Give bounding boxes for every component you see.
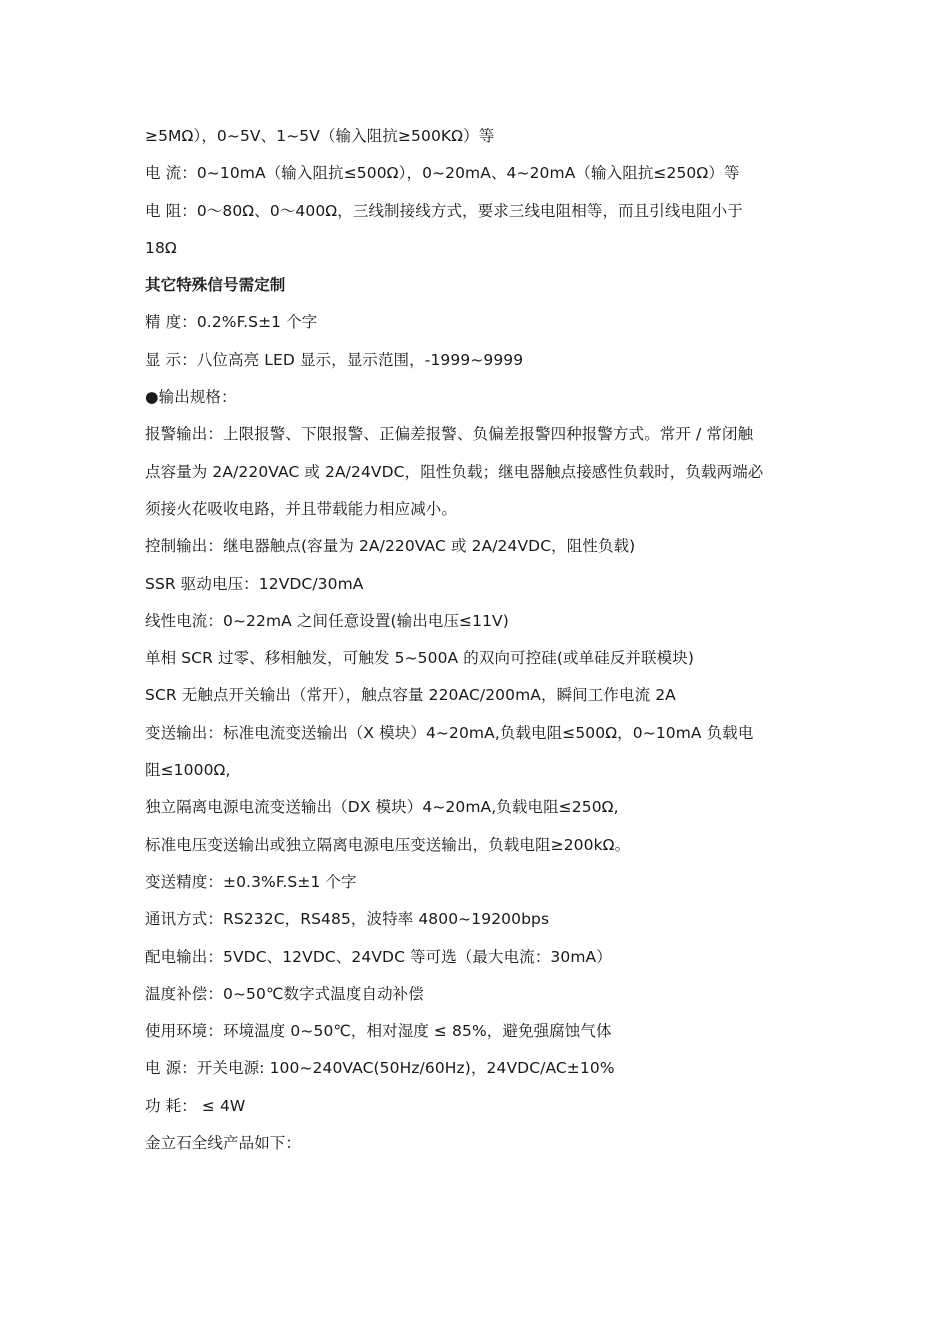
text-line: 温度补偿：0~50℃数字式温度自动补偿	[145, 984, 424, 1003]
text-line: 变送精度：±0.3%F.S±1 个字	[145, 872, 357, 891]
text-line: 电 流：0~10mA（输入阻抗≤500Ω），0~20mA、4~20mA（输入阻抗≤250Ω）等	[145, 164, 740, 183]
document-page	[145, 118, 815, 1162]
text-line: 变送输出：标准电流变送输出（X 模块）4~20mA,负载电阻≤500Ω，0~10mA 负载电	[145, 723, 754, 742]
text-line: 显 示：八位高亮 LED 显示，显示范围，-1999~9999	[145, 350, 524, 369]
text-line: 单相 SCR 过零、移相触发，可触发 5~500A 的双向可控硅(或单硅反并联模块)	[145, 649, 694, 668]
text-line: 阻≤1000Ω,	[145, 761, 231, 780]
text-line: 使用环境：环境温度 0~50℃，相对湿度 ≤ 85%，避免强腐蚀气体	[145, 1022, 612, 1041]
text-line: 控制输出：继电器触点(容量为 2A/220VAC 或 2A/24VDC，阻性负载)	[145, 537, 636, 556]
text-line: 线性电流：0~22mA 之间任意设置(输出电压≤11V)	[145, 611, 509, 630]
text-line: 报警输出：上限报警、下限报警、正偏差报警、负偏差报警四种报警方式。常开 / 常闭触	[145, 425, 754, 444]
text-line: 须接火花吸收电路，并且带载能力相应减小。	[145, 499, 458, 518]
text-line: 电 阻：0～80Ω、0～400Ω，三线制接线方式，要求三线电阻相等，而且引线电阻小于	[145, 201, 743, 220]
text-line: 18Ω	[145, 238, 177, 257]
text-line: ≥5MΩ），0~5V、1~5V（输入阻抗≥500KΩ）等	[145, 127, 495, 145]
text-line: 功 耗： ≤ 4W	[145, 1096, 246, 1115]
text-line: 金立石全线产品如下：	[145, 1134, 302, 1153]
text-line: SSR 驱动电压：12VDC/30mA	[145, 574, 364, 593]
text-line: 标准电压变送输出或独立隔离电源电压变送输出，负载电阻≥200kΩ。	[145, 835, 631, 854]
text-line: SCR 无触点开关输出（常开），触点容量 220AC/200mA，瞬间工作电流 2A	[145, 686, 676, 705]
section-heading: 其它特殊信号需定制	[145, 276, 286, 295]
text-line: 点容量为 2A/220VAC 或 2A/24VDC，阻性负载；继电器触点接感性负载时，负载两端必	[145, 462, 764, 481]
text-line: 精 度：0.2%F.S±1 个字	[145, 313, 318, 332]
text-line: 通讯方式：RS232C，RS485，波特率 4800~19200bps	[145, 910, 550, 929]
text-line: ●输出规格：	[145, 388, 237, 407]
text-line: 电 源：开关电源: 100~240VAC(50Hz/60Hz)，24VDC/AC±10%	[145, 1059, 615, 1078]
text-line: 配电输出：5VDC、12VDC、24VDC 等可选（最大电流：30mA）	[145, 947, 612, 966]
text-line: 独立隔离电源电流变送输出（DX 模块）4~20mA,负载电阻≤250Ω,	[145, 798, 619, 817]
